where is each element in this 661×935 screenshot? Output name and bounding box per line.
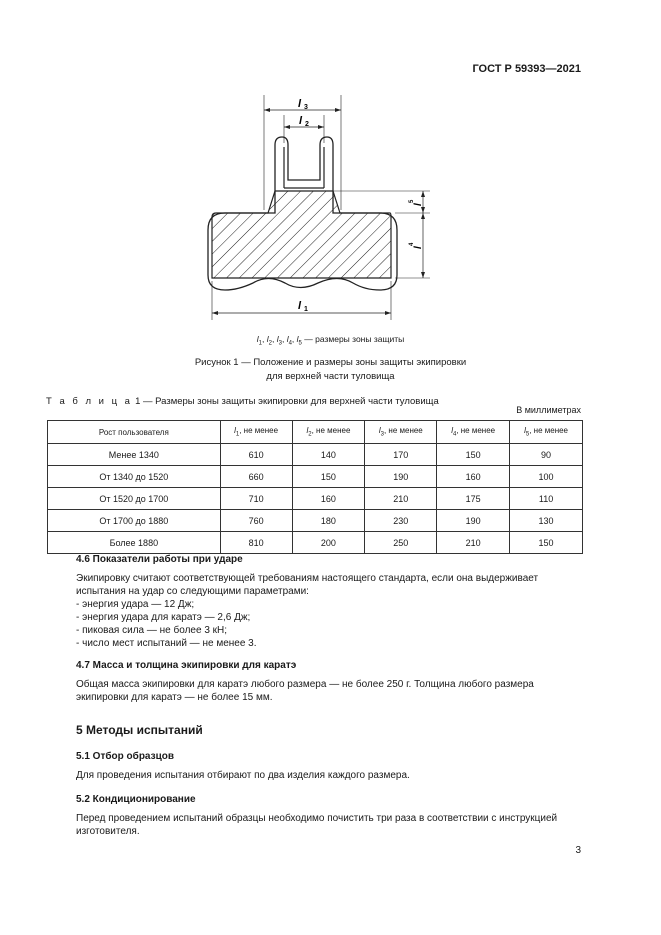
hatched-zone bbox=[212, 191, 391, 278]
label-l4-sub: 4 bbox=[409, 242, 415, 246]
label-l3-sub: 3 bbox=[304, 104, 308, 111]
section-5-1-title: 5.1 Отбор образцов bbox=[76, 751, 174, 762]
table-row bbox=[48, 510, 583, 532]
figure-caption: Рисунок 1 — Положение и размеры зоны защиты экипировки для верхней части туловища bbox=[194, 357, 467, 382]
table-cell: 140 bbox=[292, 444, 365, 466]
label-l2-sub: 2 bbox=[305, 121, 309, 128]
table-cell: 160 bbox=[292, 488, 365, 510]
table-cell: 250 bbox=[365, 532, 437, 554]
label-l1: l bbox=[298, 300, 302, 312]
label-l2: l bbox=[299, 115, 303, 127]
protection-zone-figure bbox=[190, 85, 440, 325]
section-4-6-title: 4.6 Показатели работы при ударе bbox=[76, 554, 243, 565]
table-cell: 190 bbox=[365, 466, 437, 488]
table-cell: 180 bbox=[292, 510, 365, 532]
table-cell: 210 bbox=[365, 488, 437, 510]
table-header-row bbox=[48, 421, 583, 444]
figure-legend: $l_1$, $l_2$, $l_3$, $l_4$, $l_5$ — размеры зоны защиты bbox=[256, 334, 405, 347]
list-item: - пиковая сила — не более 3 кН; bbox=[76, 625, 228, 636]
table-row bbox=[48, 444, 583, 466]
table-cell: 110 bbox=[510, 488, 583, 510]
table-row bbox=[48, 466, 583, 488]
table-cell: 160 bbox=[437, 466, 510, 488]
table-cell: 90 bbox=[510, 444, 583, 466]
table-cell: От 1520 до 1700 bbox=[48, 488, 221, 510]
table-cell: 130 bbox=[510, 510, 583, 532]
table-cell: 660 bbox=[220, 466, 292, 488]
table-cell: От 1700 до 1880 bbox=[48, 510, 221, 532]
header-l3: $l_3$, не менее bbox=[365, 421, 437, 444]
table-cell: 150 bbox=[292, 466, 365, 488]
table-cell: 230 bbox=[365, 510, 437, 532]
header-l5: $l_5$, не менее bbox=[510, 421, 583, 444]
table-caption: Т а б л и ц а 1 — Размеры зоны защиты экипировки для верхней части туловища bbox=[46, 396, 439, 407]
dimensions-table bbox=[47, 420, 583, 554]
header-l2: $l_2$, не менее bbox=[292, 421, 365, 444]
section-4-7-title: 4.7 Масса и толщина экипировки для каратэ bbox=[76, 660, 297, 671]
header-l1: $l_1$, не менее bbox=[220, 421, 292, 444]
table-row bbox=[48, 488, 583, 510]
table-cell: 200 bbox=[292, 532, 365, 554]
list-item: - число мест испытаний — не менее 3. bbox=[76, 638, 257, 649]
table-cell: 710 bbox=[220, 488, 292, 510]
table-cell: 175 bbox=[437, 488, 510, 510]
label-l3: l bbox=[298, 98, 302, 110]
header-height: Рост пользователя bbox=[48, 421, 221, 444]
section-4-7-text: Общая масса экипировки для каратэ любого размера — не более 250 г. Толщина любого размера экипировки для каратэ — не более 15 мм. bbox=[76, 679, 534, 703]
list-item: - энергия удара для каратэ — 2,6 Дж; bbox=[76, 612, 251, 623]
page-number: 3 bbox=[575, 845, 581, 856]
header-l4: $l_4$, не менее bbox=[437, 421, 510, 444]
label-l4: l bbox=[413, 246, 424, 249]
section-5-2-text: Перед проведением испытаний образцы необходимо почистить три раза в соответствии с инструкцией изготовителя. bbox=[76, 813, 558, 837]
table-row bbox=[48, 532, 583, 554]
table-cell: 610 bbox=[220, 444, 292, 466]
table-cell: 760 bbox=[220, 510, 292, 532]
table-cell: 150 bbox=[510, 532, 583, 554]
label-l1-sub: 1 bbox=[304, 306, 308, 313]
label-l5: l bbox=[413, 203, 424, 206]
table-cell: 170 bbox=[365, 444, 437, 466]
table-units: В миллиметрах bbox=[516, 405, 581, 415]
standard-code: ГОСТ Р 59393—2021 bbox=[472, 63, 581, 75]
label-l5-sub: 5 bbox=[409, 199, 415, 203]
table-cell: 190 bbox=[437, 510, 510, 532]
table-cell: 210 bbox=[437, 532, 510, 554]
table-cell: От 1340 до 1520 bbox=[48, 466, 221, 488]
list-item: - энергия удара — 12 Дж; bbox=[76, 599, 195, 610]
section-5-1-text: Для проведения испытания отбирают по два изделия каждого размера. bbox=[76, 770, 410, 781]
section-5-title: 5 Методы испытаний bbox=[76, 723, 203, 737]
table-cell: 810 bbox=[220, 532, 292, 554]
table-cell: 150 bbox=[437, 444, 510, 466]
table-cell: Менее 1340 bbox=[48, 444, 221, 466]
table-cell: Более 1880 bbox=[48, 532, 221, 554]
section-5-2-title: 5.2 Кондиционирование bbox=[76, 794, 196, 805]
table-cell: 100 bbox=[510, 466, 583, 488]
section-4-6-text: Экипировку считают соответствующей требованиям настоящего стандарта, если она выдерживает испытания на удар со следующими параметрами: - энергия удара — 12 Дж; - энергия удара для каратэ — 2,6 Дж; - пиковая сила — не более 3 кН; - число мест испытаний — не менее 3. bbox=[76, 572, 581, 650]
